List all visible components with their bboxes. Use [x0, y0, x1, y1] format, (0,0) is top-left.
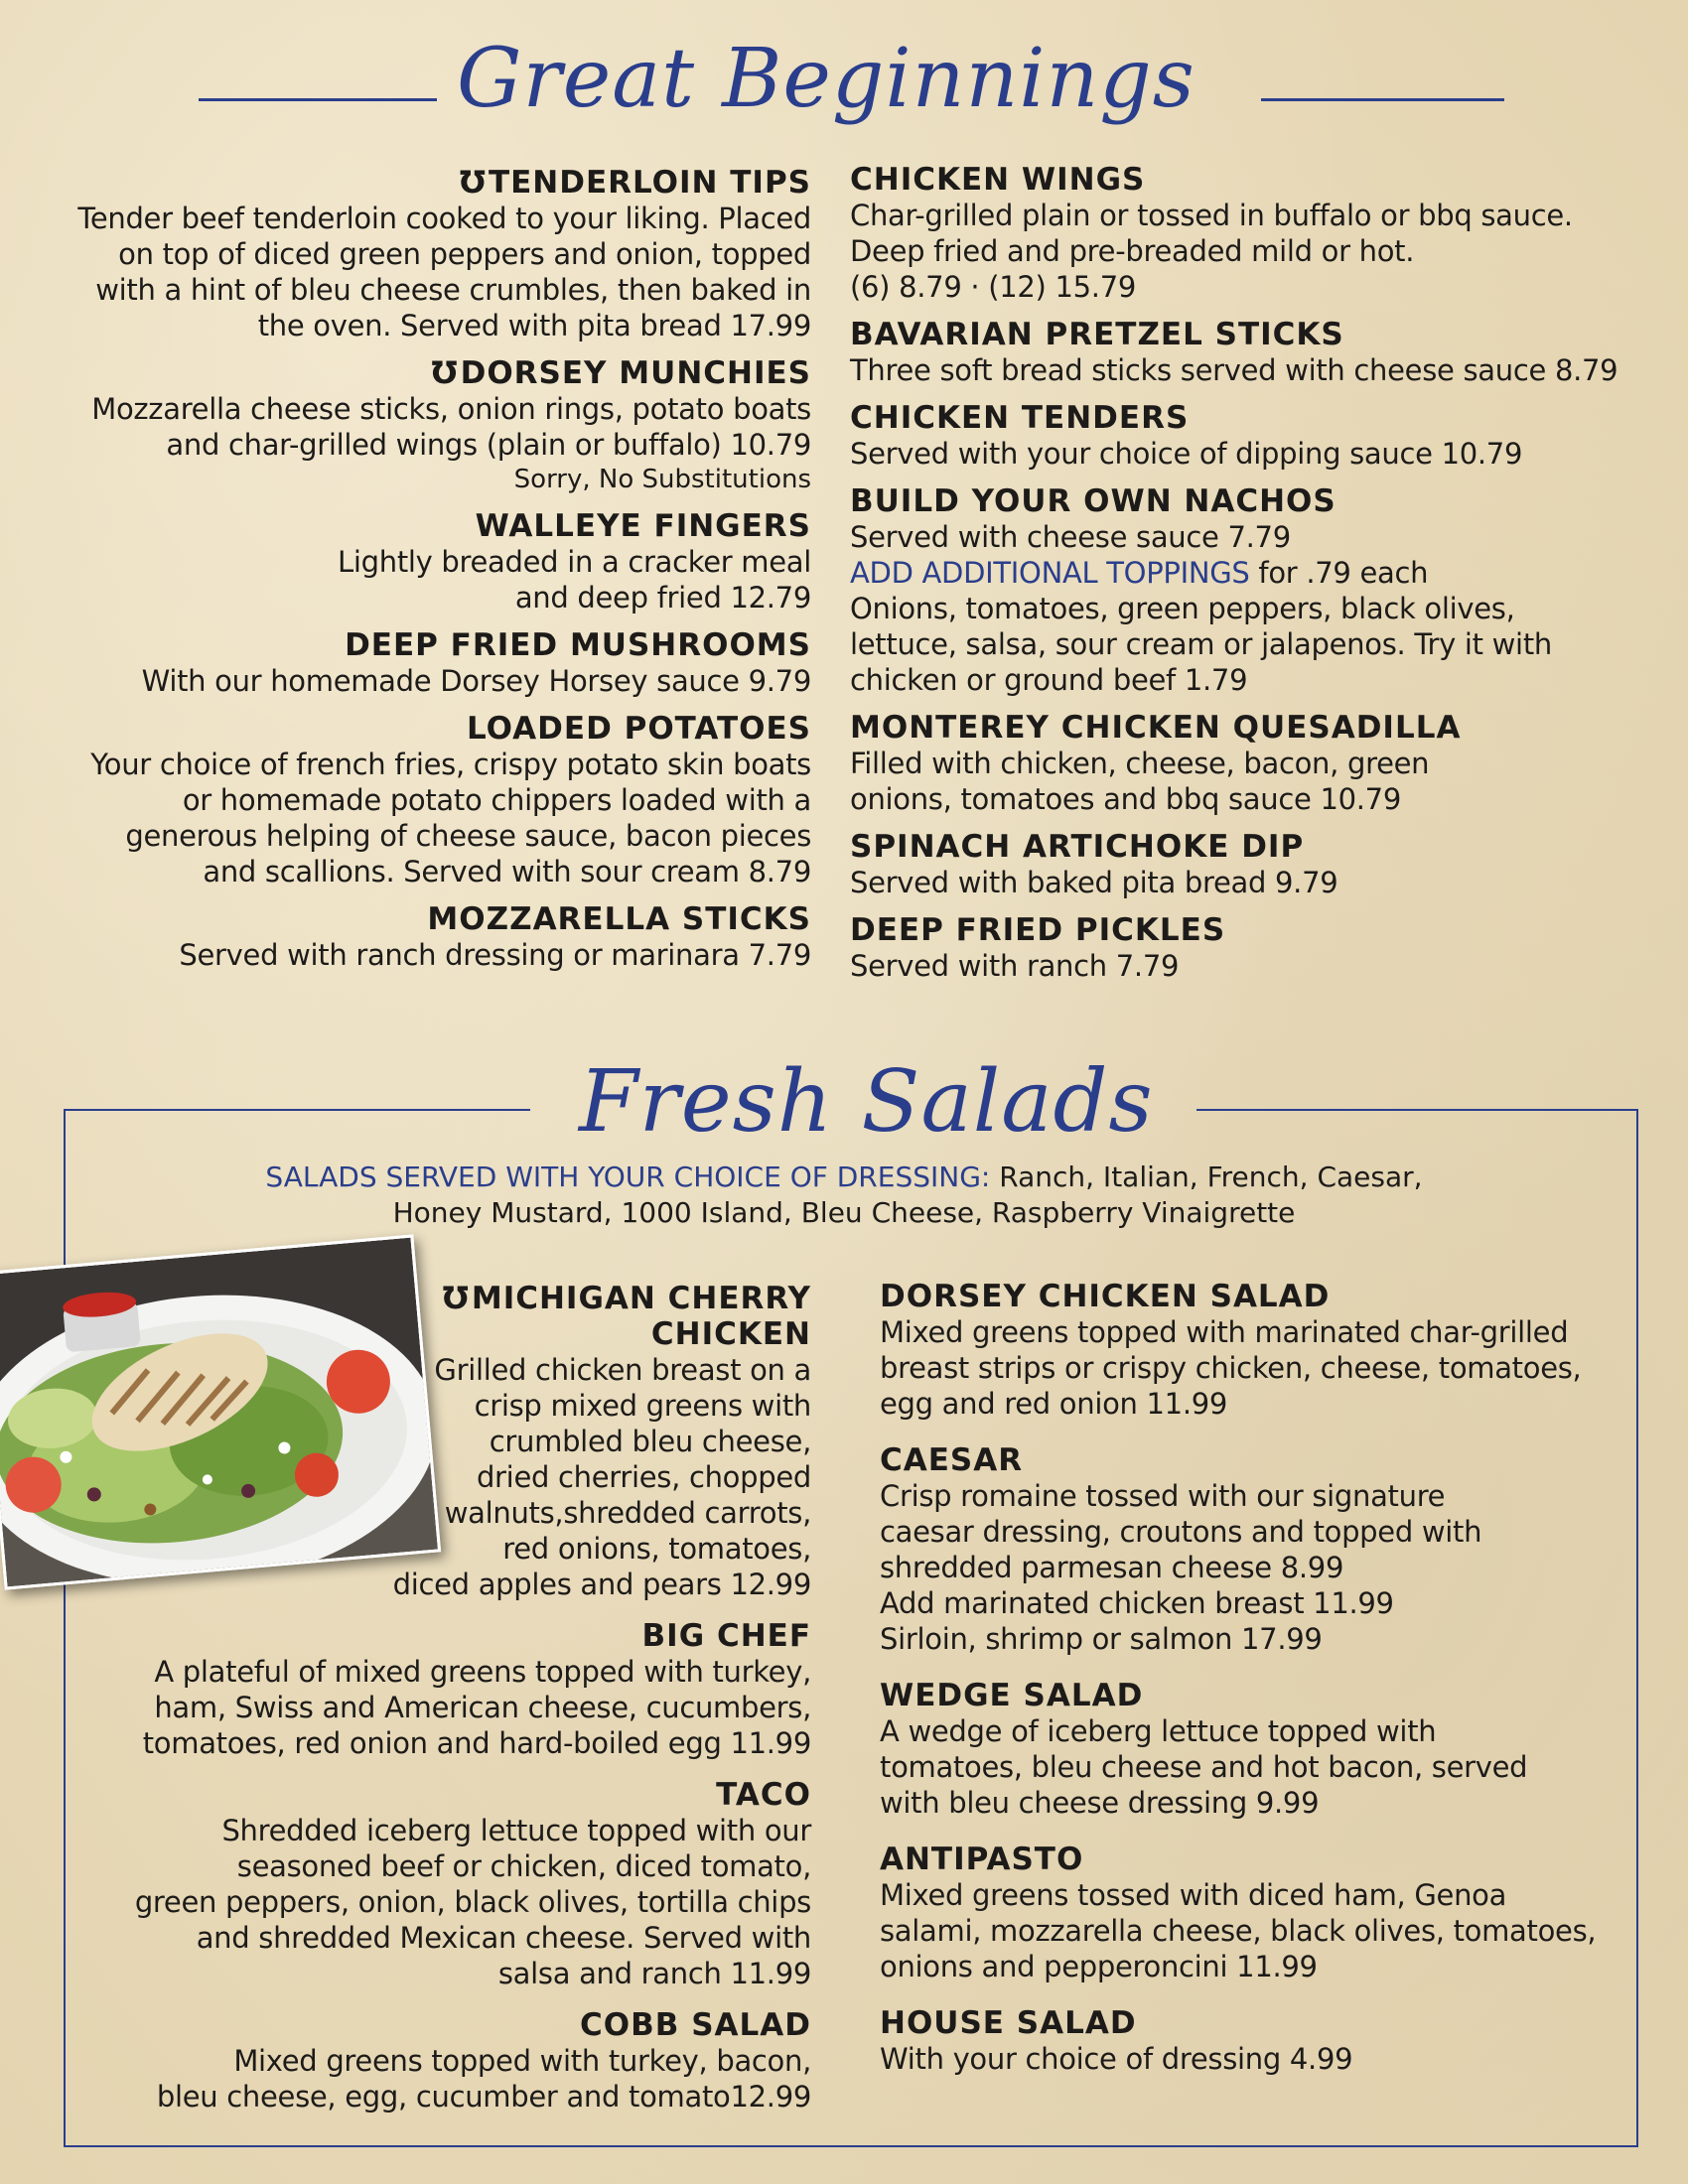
- item-name-text: ANTIPASTO: [880, 1842, 1084, 1877]
- item-description-line: on top of diced green peppers and onion, topped: [118, 237, 811, 271]
- item-name: [17, 901, 811, 937]
- addon-label: ADD ADDITIONAL TOPPINGS: [850, 556, 1250, 590]
- item-description-line: tomatoes, red onion and hard-boiled egg 11.99: [142, 1726, 811, 1760]
- item-description-line: the oven. Served with pita bread 17.99: [257, 309, 811, 342]
- item-description-line: and deep fried 12.79: [514, 581, 811, 614]
- item-name: [116, 1281, 811, 1316]
- item-description-line: (6) 8.79 · (12) 15.79: [850, 270, 1136, 304]
- item-name: [17, 165, 811, 201]
- item-description-line: seasoned beef or chicken, diced tomato,: [236, 1849, 811, 1883]
- item-description-line: Grilled chicken breast on a: [434, 1353, 811, 1387]
- item-name: [850, 483, 1664, 519]
- dressing-options: [0, 1160, 1688, 1231]
- salad-frame-left-lower: [64, 1569, 66, 2147]
- item-description-line: tomatoes, bleu cheese and hot bacon, served: [880, 1750, 1528, 1784]
- menu-item-cobb-salad: [116, 2007, 811, 2115]
- item-description-line: Served with your choice of dipping sauce 10.79: [850, 437, 1523, 471]
- item-description-line: Crisp romaine tossed with our signature: [880, 1479, 1446, 1513]
- item-description-line: with bleu cheese dressing 9.99: [880, 1786, 1320, 1820]
- item-description-line: Mixed greens tossed with diced ham, Genoa: [880, 1878, 1507, 1912]
- item-description-line: ham, Swiss and American cheese, cucumbers,: [154, 1691, 811, 1724]
- item-description-line: Filled with chicken, cheese, bacon, green: [850, 747, 1430, 780]
- item-description-line: Served with ranch 7.79: [850, 949, 1180, 983]
- item-name: [116, 2007, 811, 2043]
- section-title-fresh-salads: Fresh Salads: [579, 1052, 1154, 1152]
- item-description-line: With your choice of dressing 4.99: [880, 2042, 1353, 2076]
- item-description-line: Mozzarella cheese sticks, onion rings, potato boats: [91, 392, 811, 426]
- item-name-text: WEDGE SALAD: [880, 1678, 1144, 1713]
- item-name-text: BUILD YOUR OWN NACHOS: [850, 483, 1336, 519]
- item-name: [850, 710, 1664, 746]
- item-description-line: Served with cheese sauce 7.79: [850, 520, 1291, 554]
- menu-item-loaded-potatoes: [17, 711, 811, 889]
- item-name: [850, 317, 1664, 352]
- title-rule-left: [199, 98, 437, 101]
- horseshoe-icon: ℧: [459, 165, 487, 201]
- item-description-line: or homemade potato chippers loaded with a: [182, 783, 811, 817]
- item-name-text: CHICKEN TENDERS: [850, 400, 1190, 436]
- dressing-label: SALADS SERVED WITH YOUR CHOICE OF DRESSING:: [265, 1160, 991, 1193]
- menu-item-caesar: [880, 1442, 1615, 1657]
- item-name: [17, 355, 811, 391]
- item-name-text: CHICKEN WINGS: [850, 162, 1146, 198]
- item-name-text: COBB SALAD: [580, 2007, 811, 2043]
- item-name-text: BIG CHEF: [641, 1618, 811, 1654]
- item-description-line: Sirloin, shrimp or salmon 17.99: [880, 1622, 1323, 1656]
- menu-item-spinach-artichoke-dip: [850, 829, 1664, 900]
- item-name: [880, 1678, 1615, 1713]
- item-name: [880, 1279, 1615, 1314]
- item-name-text: CHICKEN: [650, 1316, 811, 1352]
- item-name-text: DORSEY MUNCHIES: [460, 355, 811, 391]
- item-description-line: crumbled bleu cheese,: [489, 1425, 811, 1458]
- horseshoe-icon: ℧: [442, 1281, 470, 1316]
- item-description-line: diced apples and pears 12.99: [392, 1568, 811, 1601]
- item-description-line: generous helping of cheese sauce, bacon pieces: [125, 819, 811, 853]
- item-name: [880, 1842, 1615, 1877]
- item-description-line: and char-grilled wings (plain or buffalo) 10.79: [166, 428, 811, 462]
- item-name-text: LOADED POTATOES: [467, 711, 811, 747]
- title-rule-right: [1261, 98, 1504, 101]
- item-description-line: A wedge of iceberg lettuce topped with: [880, 1714, 1437, 1748]
- item-name-text: DEEP FRIED MUSHROOMS: [345, 627, 811, 663]
- item-name-text: WALLEYE FINGERS: [475, 508, 811, 544]
- item-description-line: Tender beef tenderloin cooked to your liking. Placed: [77, 202, 811, 235]
- item-name-text: MONTEREY CHICKEN QUESADILLA: [850, 710, 1462, 746]
- item-description-line: Onions, tomatoes, green peppers, black olives,: [850, 592, 1515, 625]
- salads-right-column: [880, 1279, 1615, 2098]
- addon-price: for .79 each: [1249, 556, 1429, 590]
- item-description-line: breast strips or crispy chicken, cheese, tomatoes,: [880, 1351, 1582, 1385]
- item-description-line: caesar dressing, croutons and topped with: [880, 1515, 1482, 1549]
- menu-item-dorsey-munchies: [17, 355, 811, 496]
- item-description-line: onions and pepperoncini 11.99: [880, 1950, 1318, 1983]
- menu-item-house-salad: [880, 2005, 1615, 2077]
- menu-item-monterey-chicken-quesadilla: [850, 710, 1664, 817]
- addon-line: [850, 555, 1664, 591]
- item-name-text: MOZZARELLA STICKS: [427, 901, 811, 937]
- item-description-line: Mixed greens topped with marinated char-grilled: [880, 1315, 1569, 1349]
- item-description-line: chicken or ground beef 1.79: [850, 663, 1248, 697]
- item-description-line: A plateful of mixed greens topped with turkey,: [154, 1655, 811, 1689]
- item-description-line: with a hint of bleu cheese crumbles, then baked in: [95, 273, 811, 307]
- item-name-text: TACO: [716, 1777, 811, 1813]
- item-description-line: bleu cheese, egg, cucumber and tomato12.99: [156, 2080, 811, 2114]
- item-name: [850, 400, 1664, 436]
- salads-left-column: [116, 1281, 811, 2130]
- item-description-line: Three soft bread sticks served with cheese sauce 8.79: [850, 353, 1618, 387]
- item-description-line: dried cherries, chopped: [476, 1460, 811, 1494]
- item-name: [17, 711, 811, 747]
- section-title-great-beginnings: Great Beginnings: [457, 32, 1196, 126]
- menu-item-wedge-salad: [880, 1678, 1615, 1821]
- item-name-text: MICHIGAN CHERRY: [471, 1281, 811, 1316]
- item-description-line: Your choice of french fries, crispy potato skin boats: [90, 748, 811, 781]
- item-name-text: DORSEY CHICKEN SALAD: [880, 1279, 1331, 1314]
- item-name-text: HOUSE SALAD: [880, 2005, 1137, 2041]
- item-description-line: salsa and ranch 11.99: [497, 1957, 811, 1990]
- item-description-line: Lightly breaded in a cracker meal: [338, 545, 811, 579]
- item-name: [116, 1777, 811, 1813]
- item-name-text: CAESAR: [880, 1442, 1024, 1478]
- item-description-line: red onions, tomatoes,: [502, 1532, 811, 1566]
- item-description-line: Served with ranch dressing or marinara 7.79: [179, 938, 811, 972]
- salad-frame-bottom: [64, 2145, 1638, 2147]
- item-note: Sorry, No Substitutions: [513, 465, 811, 494]
- salad-frame-right-side: [1636, 1109, 1638, 2147]
- item-name-text: DEEP FRIED PICKLES: [850, 912, 1226, 948]
- item-description-line: Add marinated chicken breast 11.99: [880, 1586, 1394, 1620]
- salad-frame-top-left: [64, 1109, 530, 1111]
- item-description-line: and scallions. Served with sour cream 8.79: [203, 855, 811, 888]
- item-name: [880, 2005, 1615, 2041]
- horseshoe-icon: ℧: [431, 355, 459, 391]
- item-description-line: shredded parmesan cheese 8.99: [880, 1551, 1344, 1584]
- menu-item-deep-fried-pickles: [850, 912, 1664, 984]
- menu-item-big-chef: [116, 1618, 811, 1761]
- menu-item-mozzarella-sticks: [17, 901, 811, 973]
- dressing-list-2: Honey Mustard, 1000 Island, Bleu Cheese, Raspberry Vinaigrette: [392, 1196, 1296, 1229]
- item-name: [880, 1442, 1615, 1478]
- menu-item-antipasto: [880, 1842, 1615, 1984]
- menu-item-michigan-cherry-chicken: [116, 1281, 811, 1602]
- item-name-text: TENDERLOIN TIPS: [488, 165, 811, 201]
- item-description-line: crisp mixed greens with: [474, 1389, 811, 1423]
- salad-frame-top-right: [1196, 1109, 1638, 1111]
- item-description-line: Served with baked pita bread 9.79: [850, 866, 1338, 899]
- item-description-line: Deep fried and pre-breaded mild or hot.: [850, 234, 1415, 268]
- item-description-line: Shredded iceberg lettuce topped with our: [221, 1814, 811, 1847]
- item-name: [17, 627, 811, 663]
- item-description-line: green peppers, onion, black olives, tortilla chips: [134, 1885, 811, 1919]
- dressing-list-1: Ranch, Italian, French, Caesar,: [990, 1160, 1423, 1193]
- item-name: [116, 1316, 811, 1352]
- menu-item-tenderloin-tips: [17, 165, 811, 343]
- menu-item-build-your-own-nachos: [850, 483, 1664, 698]
- menu-item-deep-fried-mushrooms: [17, 627, 811, 699]
- item-description-line: lettuce, salsa, sour cream or jalapenos. Try it with: [850, 627, 1552, 661]
- menu-item-bavarian-pretzel-sticks: [850, 317, 1664, 388]
- item-description-line: and shredded Mexican cheese. Served with: [196, 1921, 811, 1955]
- item-name: [850, 162, 1664, 198]
- item-name: [850, 912, 1664, 948]
- menu-item-walleye-fingers: [17, 508, 811, 615]
- item-name-text: BAVARIAN PRETZEL STICKS: [850, 317, 1344, 352]
- item-description-line: Char-grilled plain or tossed in buffalo or bbq sauce.: [850, 199, 1573, 232]
- item-description-line: walnuts,shredded carrots,: [444, 1496, 811, 1530]
- item-description-line: salami, mozzarella cheese, black olives, tomatoes,: [880, 1914, 1597, 1948]
- item-name-text: SPINACH ARTICHOKE DIP: [850, 829, 1305, 865]
- item-description-line: egg and red onion 11.99: [880, 1387, 1228, 1421]
- menu-item-taco: [116, 1777, 811, 1991]
- appetizers-right-column: [850, 162, 1664, 996]
- item-description-line: With our homemade Dorsey Horsey sauce 9.79: [141, 664, 811, 698]
- menu-item-chicken-wings: [850, 162, 1664, 305]
- menu-item-dorsey-chicken-salad: [880, 1279, 1615, 1422]
- item-description-line: Mixed greens topped with turkey, bacon,: [233, 2044, 811, 2078]
- appetizers-left-column: [17, 165, 811, 985]
- item-name: [17, 508, 811, 544]
- item-description-line: onions, tomatoes and bbq sauce 10.79: [850, 782, 1401, 816]
- item-name: [850, 829, 1664, 865]
- menu-item-chicken-tenders: [850, 400, 1664, 472]
- item-name: [116, 1618, 811, 1654]
